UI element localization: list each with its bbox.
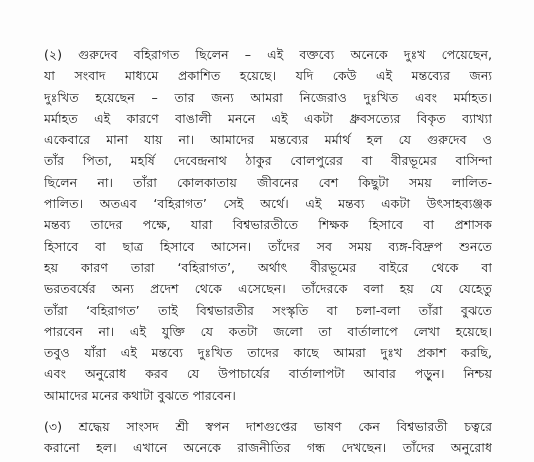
text-line: এবং অনুরোধ করব যে উপাচার্যের বার্তালাপটা আবার পড়ুন। নিশ্চয়: [44, 366, 492, 382]
text-line: ভরতবর্ষের অন্য প্রদেশ থেকে এসেছেন। তাঁদেরকে বলা হয় যে যেহেতু: [44, 281, 492, 297]
text-line: হয় কারণ তারা ‘বহিরাগত’, অর্থাৎ বীরভূমের বাইরে থেকে বা: [44, 259, 492, 275]
text-line: মন্তব্য তাদের পক্ষে, যারা বিশ্বভারতীতে শিক্ষক হিসাবে বা প্রশাসক: [44, 217, 492, 233]
text-line: ছিলেন না। তাঁরা কোলকাতায় জীবনের বেশ কিছুটা সময় লালিত-: [44, 174, 492, 190]
text-line: হিসাবে বা ছাত্র হিসাবে আসেন। তাঁদের সব সময় ব্যঙ্গ-বিদ্রুপ শুনতে: [44, 238, 492, 254]
text-line: যা সংবাদ মাধ্যমে প্রকাশিত হয়েছে। যদি কেউ এই মন্তব্যের জন্য: [44, 68, 492, 84]
text-line: মর্মাহত এই কারণে বাঙালী মননে এই একটা ধ্রুবসত্যের বিকৃত ব্যাখ্যা: [44, 110, 492, 126]
text-line: আমাদের মনের কথাটা বুঝতে পারবেন।: [44, 387, 236, 403]
text-line: তবুও যাঁরা এই মন্তব্যে দুঃখিত তাদের কাছে আমরা দুঃখ প্রকাশ করছি,: [44, 345, 492, 361]
text-line: পারবেন না। এই যুক্তি যে কতটা জলো তা বার্তালাপে লেখা হয়েছে।: [44, 323, 492, 339]
text-line: (৩) শ্রদ্ধেয় সাংসদ শ্রী স্বপন দাশগুপ্তের ভাষণ কেন বিশ্বভারতী চত্বরে: [44, 419, 492, 434]
text-line: করানো হল। এখানে অনেকে রাজনীতির গন্ধ দেখছেন। তাঁদের অনুরোধ: [44, 440, 492, 456]
text-line: পালিত। অতএব ‘বহিরাগত’ সেই অর্থে। এই মন্তব্য একটা উৎসাহব্যঞ্জক: [44, 196, 492, 212]
text-line: তাঁর পিতা, মহর্ষি দেবেন্দ্রনাথ ঠাকুর বোলপুরের বা বীরভূমের বাসিন্দা: [44, 153, 492, 169]
text-line: দুঃখিত হয়েছেন – তার জন্য আমরা নিজেরাও দুঃখিত এবং মর্মাহত।: [44, 89, 492, 105]
paragraph-2-reply: [44, 44, 492, 406]
paragraph-3-reply: [44, 416, 492, 459]
text-line: তাঁরা ‘বহিরাগত’ তাই বিশ্বভারতীর সংস্কৃতি বা চলা-বলা তাঁরা বুঝতে: [44, 302, 492, 318]
text-line: একেবারে মানা যায় না। আমাদের মন্তব্যের মর্মার্থ হল যে গুরুদেব ও: [44, 132, 492, 148]
text-line: (২) গুরুদেব বহিরাগত ছিলেন – এই বক্তব্যে অনেকে দুঃখ পেয়েছেন,: [44, 47, 492, 62]
